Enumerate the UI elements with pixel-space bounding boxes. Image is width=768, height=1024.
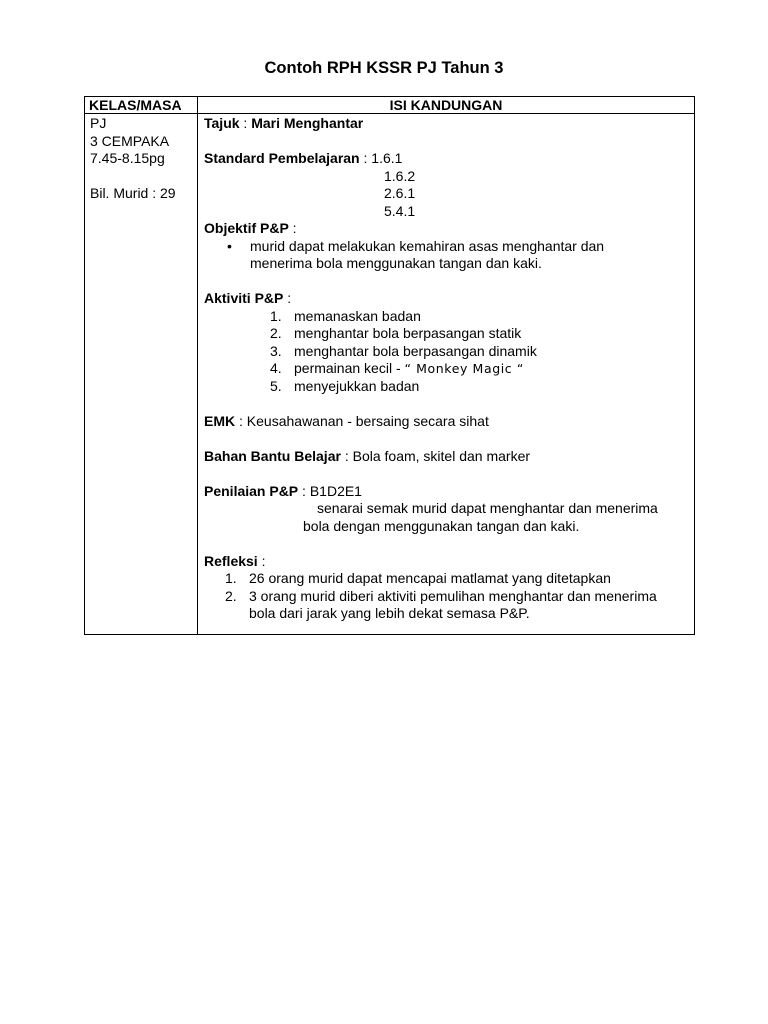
- aktiviti-sep: :: [283, 290, 292, 306]
- refleksi-sep: :: [257, 552, 266, 569]
- standard-value: 2.6.1: [384, 185, 416, 201]
- penilaian-text: senarai semak murid dapat menghantar dan menerima: [317, 500, 658, 516]
- penilaian-line: [204, 483, 692, 501]
- penilaian-text: bola dengan menggunakan tangan dan kaki.: [303, 517, 580, 534]
- standard-value: 1.6.1: [371, 150, 403, 166]
- emk-sep: :: [235, 412, 247, 429]
- penilaian-value: B1D2E1: [309, 482, 362, 499]
- standard-value: 1.6.2: [384, 167, 416, 184]
- item-text: 3 orang murid diberi aktiviti pemulihan menghantar dan menerima: [249, 587, 657, 604]
- standard-value: 5.4.1: [384, 202, 416, 219]
- class-info: [90, 115, 195, 203]
- standard-sep: :: [359, 150, 372, 166]
- time-slot: 7.45-8.15pg: [90, 150, 165, 166]
- bahan-sep: :: [340, 447, 353, 464]
- tajuk-label: Tajuk: [204, 115, 240, 131]
- tajuk-line: [204, 115, 692, 133]
- bahan-line: [204, 448, 692, 466]
- subject: PJ: [90, 115, 107, 131]
- emk-label: EMK: [204, 412, 236, 429]
- aktiviti-item: [204, 360, 692, 378]
- aktiviti-item: [204, 343, 692, 361]
- standard-label: Standard Pembelajaran: [204, 150, 360, 166]
- header-kelas-masa: KELAS/MASA: [89, 97, 182, 113]
- tajuk-value: Mari Menghantar: [251, 115, 364, 131]
- spacer: [90, 168, 195, 186]
- item-number: 3.: [270, 342, 282, 359]
- item-text: memanaskan badan: [294, 307, 421, 324]
- student-count: Bil. Murid : 29: [90, 185, 176, 201]
- aktiviti-label: Aktiviti P&P: [204, 290, 284, 306]
- objektif-item: [204, 238, 692, 256]
- refleksi-label: Refleksi: [204, 552, 258, 569]
- item-text: bola dari jarak yang lebih dekat semasa P&P.: [249, 605, 530, 621]
- aktiviti-line: [204, 290, 692, 308]
- item-text: menyejukkan badan: [294, 377, 420, 394]
- bahan-label: Bahan Bantu Belajar: [204, 447, 341, 464]
- item-text: menghantar bola berpasangan statik: [294, 325, 522, 341]
- item-number: 4.: [270, 360, 282, 376]
- item-number: 5.: [270, 377, 282, 394]
- item-number: 1.: [225, 570, 237, 586]
- refleksi-item: [204, 570, 692, 588]
- item-text: permainan kecil -: [294, 360, 405, 376]
- bahan-value: Bola foam, skitel dan marker: [352, 447, 531, 464]
- item-number: 1.: [270, 307, 282, 324]
- tajuk-sep: :: [239, 115, 252, 131]
- penilaian-label: Penilaian P&P: [204, 482, 299, 499]
- refleksi-item: [204, 588, 692, 606]
- content: [204, 115, 692, 623]
- item-text: 26 orang murid dapat mencapai matlamat yang ditetapkan: [249, 570, 611, 586]
- emk-value: Keusahawanan - bersaing secara sihat: [246, 412, 489, 429]
- standard-line: [204, 150, 692, 168]
- emk-line: [204, 413, 692, 431]
- header-divider: [85, 113, 694, 114]
- objektif-line: [204, 220, 692, 238]
- document-title: Contoh RPH KSSR PJ Tahun 3: [264, 59, 504, 77]
- aktiviti-item: [204, 378, 692, 396]
- class-name: 3 CEMPAKA: [90, 132, 170, 149]
- bullet-icon: •: [227, 237, 232, 254]
- penilaian-sep: :: [298, 482, 310, 499]
- objektif-label: Objektif P&P: [204, 220, 289, 236]
- item-text: menghantar bola berpasangan dinamik: [294, 342, 537, 359]
- item-number: 2.: [225, 587, 237, 604]
- refleksi-line: [204, 553, 692, 571]
- objektif-sep: :: [288, 220, 297, 236]
- objektif-text: murid dapat melakukan kemahiran asas menghantar dan: [250, 237, 605, 254]
- lesson-plan-table: [84, 96, 695, 635]
- aktiviti-item: [204, 308, 692, 326]
- game-name: “ Monkey Magic “: [404, 361, 524, 376]
- header-isi-kandungan: ISI KANDUNGAN: [389, 97, 503, 113]
- objektif-text: menerima bola menggunakan tangan dan kaki.: [250, 255, 542, 271]
- column-divider: [197, 97, 198, 634]
- item-number: 2.: [270, 325, 282, 341]
- aktiviti-item: [204, 325, 692, 343]
